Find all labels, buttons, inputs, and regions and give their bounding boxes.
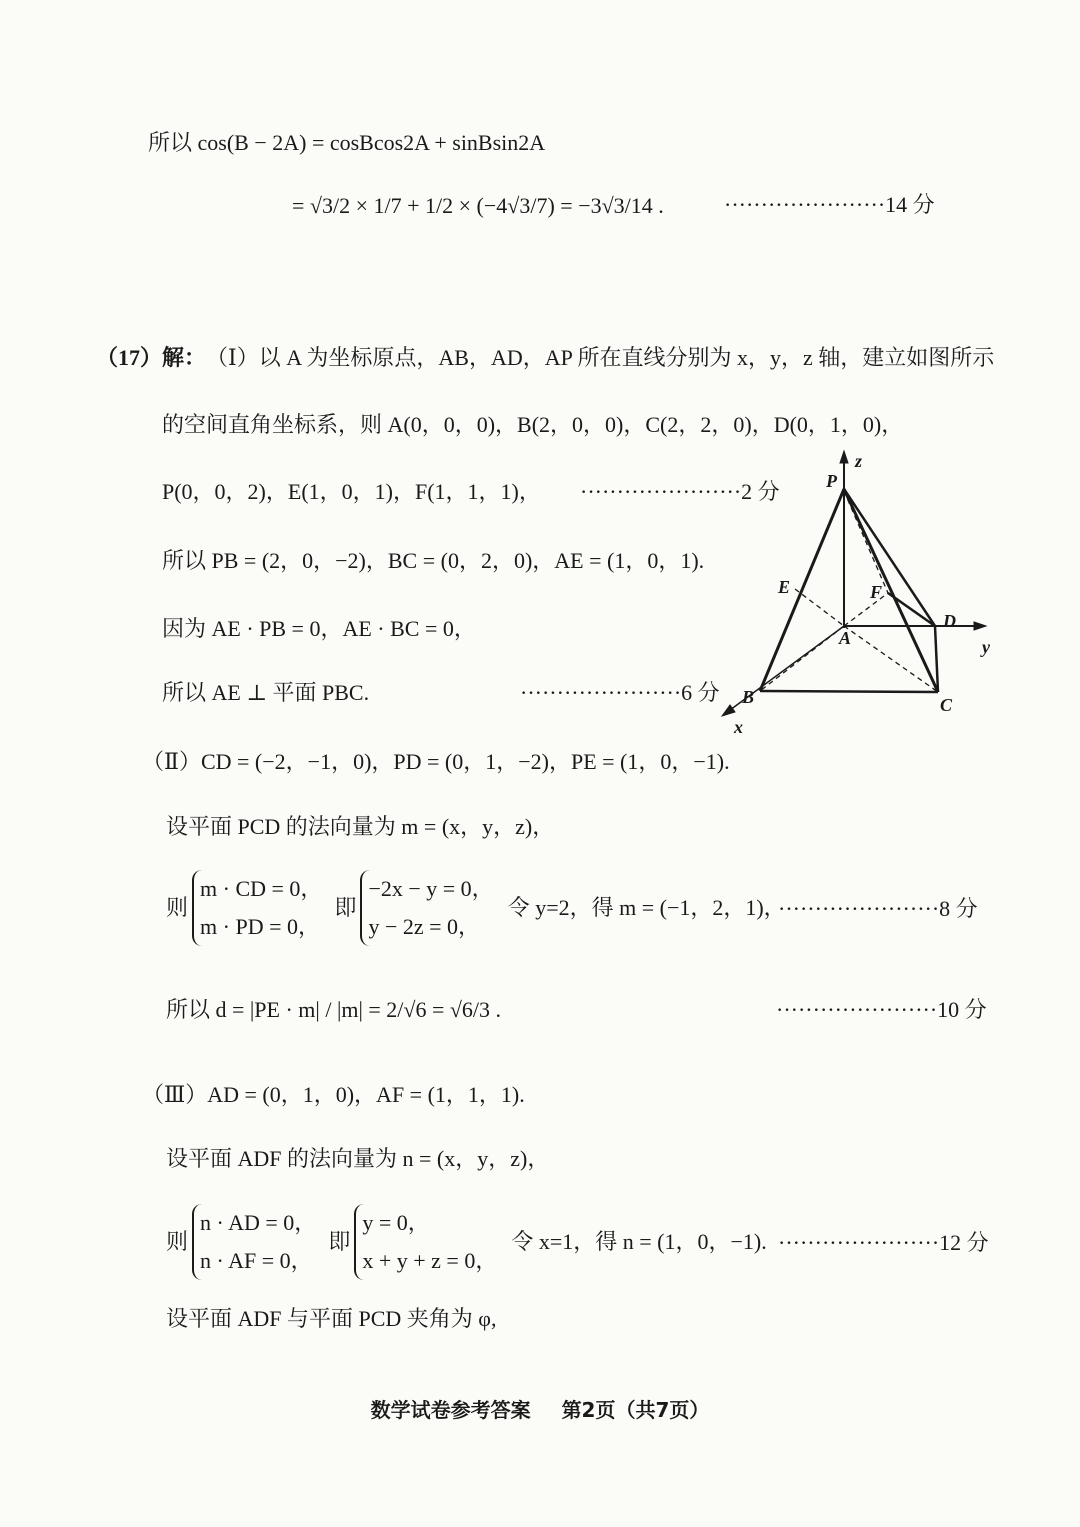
cos-value-line bbox=[292, 170, 664, 242]
part3-eq3: y = 0， bbox=[362, 1210, 430, 1235]
angle-text: 设平面 ADF 与平面 PCD 夹角为 φ, bbox=[166, 1306, 497, 1331]
label-A: A bbox=[839, 628, 852, 648]
pyramid-figure bbox=[710, 445, 1010, 745]
coordinates-text-2: P(0，0，2)，E(1，0，1)，F(1，1，1)， bbox=[162, 479, 541, 504]
footer-page-number: 第2页（共7页） bbox=[561, 1398, 710, 1422]
label-F: F bbox=[870, 582, 883, 602]
label-x: x bbox=[734, 717, 743, 737]
label-D: D bbox=[943, 611, 956, 631]
part3-eq4: x + y + z = 0， bbox=[362, 1248, 498, 1273]
cos-expansion-text: 所以 cos(B − 2A) = cosBcos2A + sinBsin2A bbox=[148, 130, 546, 155]
q17-part3-line2 bbox=[166, 1144, 549, 1174]
q17-part2-line1 bbox=[142, 747, 730, 777]
dot-products-text: 因为 AE · PB = 0，AE · BC = 0， bbox=[162, 616, 476, 641]
q17-part3-line1 bbox=[142, 1080, 525, 1110]
label-B: B bbox=[742, 687, 755, 707]
q17-part1-line1 bbox=[96, 343, 994, 373]
part3-let: 令 x=1，得 n = (1，0，−1). bbox=[511, 1229, 767, 1254]
part3-eq1: n · AD = 0， bbox=[200, 1210, 317, 1235]
part2-brace-2 bbox=[360, 870, 493, 946]
page-footer bbox=[0, 1394, 1080, 1423]
score-6: ······················6 分 bbox=[520, 680, 720, 705]
y-axis-arrow bbox=[974, 622, 986, 630]
q17-part3-line4 bbox=[166, 1304, 497, 1334]
label-z: z bbox=[855, 451, 863, 471]
label-y: y bbox=[982, 637, 990, 657]
part3-brace-1 bbox=[192, 1204, 316, 1280]
coordinates-text: 的空间直角坐标系，则 A(0，0，0)，B(2，0，0)，C(2，2，0)，D(0，1，0)， bbox=[162, 412, 904, 437]
part3-ie: 即 bbox=[328, 1229, 351, 1254]
part2-normal-text: 设平面 PCD 的法向量为 m = (x，y，z)， bbox=[166, 814, 555, 839]
distance-text: 所以 d = |PE · m| / |m| = 2/√6 = √6/3 . bbox=[166, 997, 502, 1022]
part2-let: 令 y=2，得 m = (−1，2，1)， bbox=[507, 895, 786, 920]
cos-value-text: = √3/2 × 1/7 + 1/2 × (−4√3/7) = −3√3/14 . bbox=[292, 193, 664, 218]
part2-brace-1 bbox=[192, 870, 322, 946]
part3-brace-2 bbox=[354, 1204, 497, 1280]
part2-eq4: y − 2z = 0， bbox=[368, 914, 481, 939]
q17-part1-line4 bbox=[162, 546, 704, 576]
part3-eq2: n · AF = 0， bbox=[200, 1248, 313, 1273]
footer-title: 数学试卷参考答案 bbox=[370, 1398, 531, 1422]
part2-eq3: −2x − y = 0， bbox=[368, 876, 494, 901]
part3-vectors-text: （Ⅲ）AD = (0，1，0)，AF = (1，1，1). bbox=[142, 1082, 525, 1107]
perpendicular-text: 所以 AE ⊥ 平面 PBC. bbox=[162, 680, 370, 705]
q17-part1-line6 bbox=[162, 678, 369, 708]
q17-part1-line2 bbox=[162, 410, 903, 440]
q17-part3-system bbox=[166, 1202, 767, 1282]
score-2: ······················2 分 bbox=[580, 479, 780, 504]
q17-part1-line5 bbox=[162, 614, 476, 644]
q17-part2-line2 bbox=[166, 812, 554, 842]
part3-then: 则 bbox=[166, 1229, 189, 1254]
label-P: P bbox=[826, 471, 837, 491]
part3-normal-text: 设平面 ADF 的法向量为 n = (x，y，z)， bbox=[166, 1146, 550, 1171]
q17-part2-system bbox=[166, 868, 786, 948]
score-12: ······················12 分 bbox=[778, 1230, 989, 1255]
x-axis-arrow bbox=[722, 705, 735, 716]
label-E: E bbox=[778, 577, 791, 597]
q17-part1-line1-text: （Ⅰ）以 A 为坐标原点，AB，AD，AP 所在直线分别为 x，y，z 轴，建立如图所示 bbox=[206, 345, 995, 370]
q17-part2-distance bbox=[166, 980, 501, 1040]
score-10: ······················10 分 bbox=[776, 997, 987, 1022]
cos-expansion-line bbox=[148, 128, 545, 158]
part2-ie: 即 bbox=[334, 895, 357, 920]
part2-eq2: m · PD = 0， bbox=[200, 914, 320, 939]
q17-part1-line3 bbox=[162, 477, 541, 507]
part2-eq1: m · CD = 0， bbox=[200, 876, 323, 901]
q17-label: （17）解： bbox=[96, 345, 207, 370]
part2-vectors-text: （Ⅱ）CD = (−2，−1，0)，PD = (0，1，−2)，PE = (1，0，−1). bbox=[142, 749, 730, 774]
part2-then: 则 bbox=[166, 895, 189, 920]
z-axis-arrow bbox=[840, 451, 848, 463]
score-8: ······················8 分 bbox=[778, 896, 978, 921]
vectors-text: 所以 PB = (2，0，−2)，BC = (0，2，0)，AE = (1，0，1). bbox=[162, 548, 705, 573]
score-14: ······················14 分 bbox=[724, 192, 935, 217]
label-C: C bbox=[940, 695, 953, 715]
